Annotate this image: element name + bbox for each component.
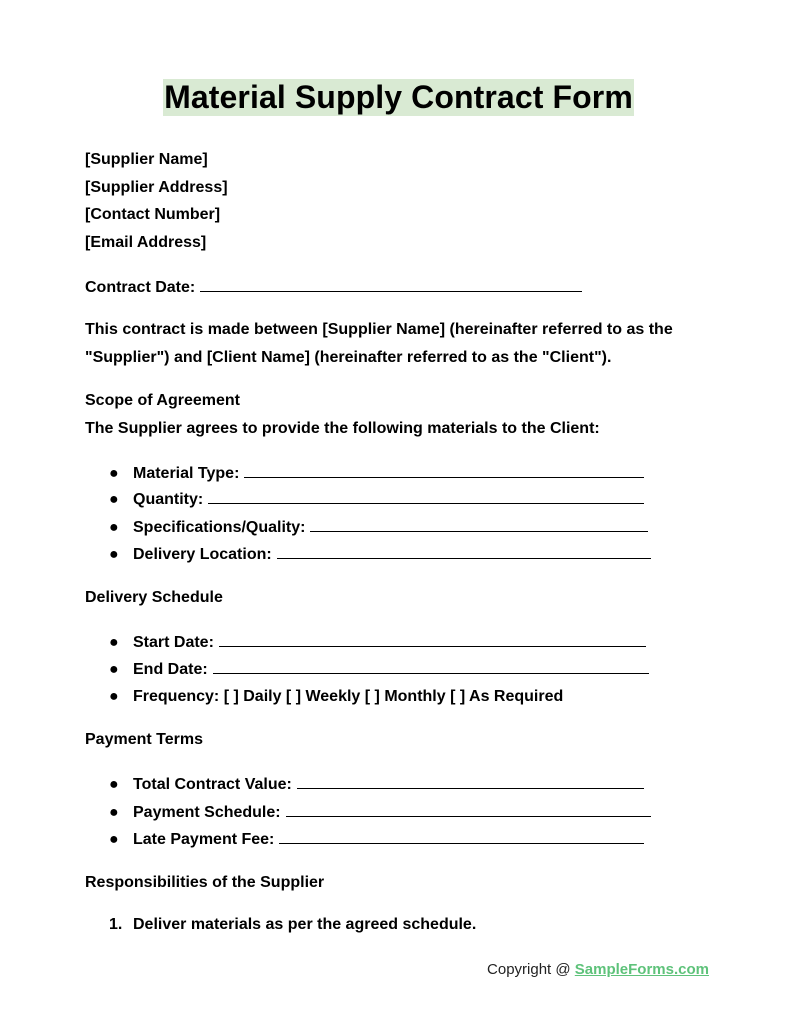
bullet-mark: ● xyxy=(109,688,119,705)
end-date-blank[interactable] xyxy=(213,659,649,674)
material-type-blank[interactable] xyxy=(244,463,644,478)
supplier-name: [Supplier Name] xyxy=(85,151,208,168)
title-wrap xyxy=(0,79,797,116)
end-date-label: End Date: xyxy=(133,661,208,678)
footer xyxy=(487,960,709,980)
delivery-location-label: Delivery Location: xyxy=(133,546,272,563)
list-item xyxy=(109,463,644,484)
list-item xyxy=(109,517,648,538)
bullet-mark: ● xyxy=(109,634,119,651)
list-item xyxy=(109,687,563,707)
delivery-location-blank[interactable] xyxy=(277,544,651,559)
list-item xyxy=(109,829,644,850)
late-fee-label: Late Payment Fee: xyxy=(133,831,275,848)
quantity-label: Quantity: xyxy=(133,491,204,508)
bullet-mark: ● xyxy=(109,491,119,508)
scope-text: The Supplier agrees to provide the following materials to the Client: xyxy=(85,420,600,437)
delivery-heading: Delivery Schedule xyxy=(85,589,223,606)
list-item xyxy=(109,632,646,653)
frequency-options: Frequency: [ ] Daily [ ] Weekly [ ] Monthly [ ] As Required xyxy=(133,688,564,705)
bullet-mark: ● xyxy=(109,546,119,563)
intro-line-1: This contract is made between [Supplier Name] (hereinafter referred to as the xyxy=(85,321,673,338)
payment-heading: Payment Terms xyxy=(85,731,203,748)
start-date-blank[interactable] xyxy=(219,632,646,647)
start-date-label: Start Date: xyxy=(133,634,214,651)
bullet-mark: ● xyxy=(109,804,119,821)
payment-schedule-label: Payment Schedule: xyxy=(133,804,281,821)
total-value-blank[interactable] xyxy=(297,774,644,789)
payment-schedule-blank[interactable] xyxy=(286,802,651,817)
supplier-email: [Email Address] xyxy=(85,234,207,251)
supplier-contact: [Contact Number] xyxy=(85,206,221,223)
specifications-label: Specifications/Quality: xyxy=(133,519,306,536)
list-item xyxy=(109,659,649,680)
footer-copyright: Copyright @ xyxy=(487,961,575,978)
late-fee-blank[interactable] xyxy=(279,829,644,844)
quantity-blank[interactable] xyxy=(208,489,644,504)
number-mark: 1. xyxy=(109,916,123,933)
responsibility-1: Deliver materials as per the agreed schedule. xyxy=(133,916,477,933)
contract-date-label: Contract Date: xyxy=(85,279,196,296)
specifications-blank[interactable] xyxy=(310,517,648,532)
bullet-mark: ● xyxy=(109,831,119,848)
list-item xyxy=(109,489,644,510)
supplier-address: [Supplier Address] xyxy=(85,179,228,196)
contract-date-row xyxy=(85,277,582,298)
bullet-mark: ● xyxy=(109,661,119,678)
bullet-mark: ● xyxy=(109,519,119,536)
bullet-mark: ● xyxy=(109,776,119,793)
total-value-label: Total Contract Value: xyxy=(133,776,292,793)
list-item xyxy=(109,774,644,795)
page-title: Material Supply Contract Form xyxy=(164,79,633,115)
responsibilities-heading: Responsibilities of the Supplier xyxy=(85,874,325,891)
list-item xyxy=(109,802,651,823)
bullet-mark: ● xyxy=(109,465,119,482)
list-item xyxy=(109,915,476,935)
intro-line-2: "Supplier") and [Client Name] (hereinafter referred to as the "Client"). xyxy=(85,349,612,366)
material-type-label: Material Type: xyxy=(133,465,240,482)
contract-date-blank[interactable] xyxy=(200,277,582,292)
list-item xyxy=(109,544,651,565)
footer-brand-link[interactable]: SampleForms.com xyxy=(574,961,709,978)
scope-heading: Scope of Agreement xyxy=(85,392,240,409)
